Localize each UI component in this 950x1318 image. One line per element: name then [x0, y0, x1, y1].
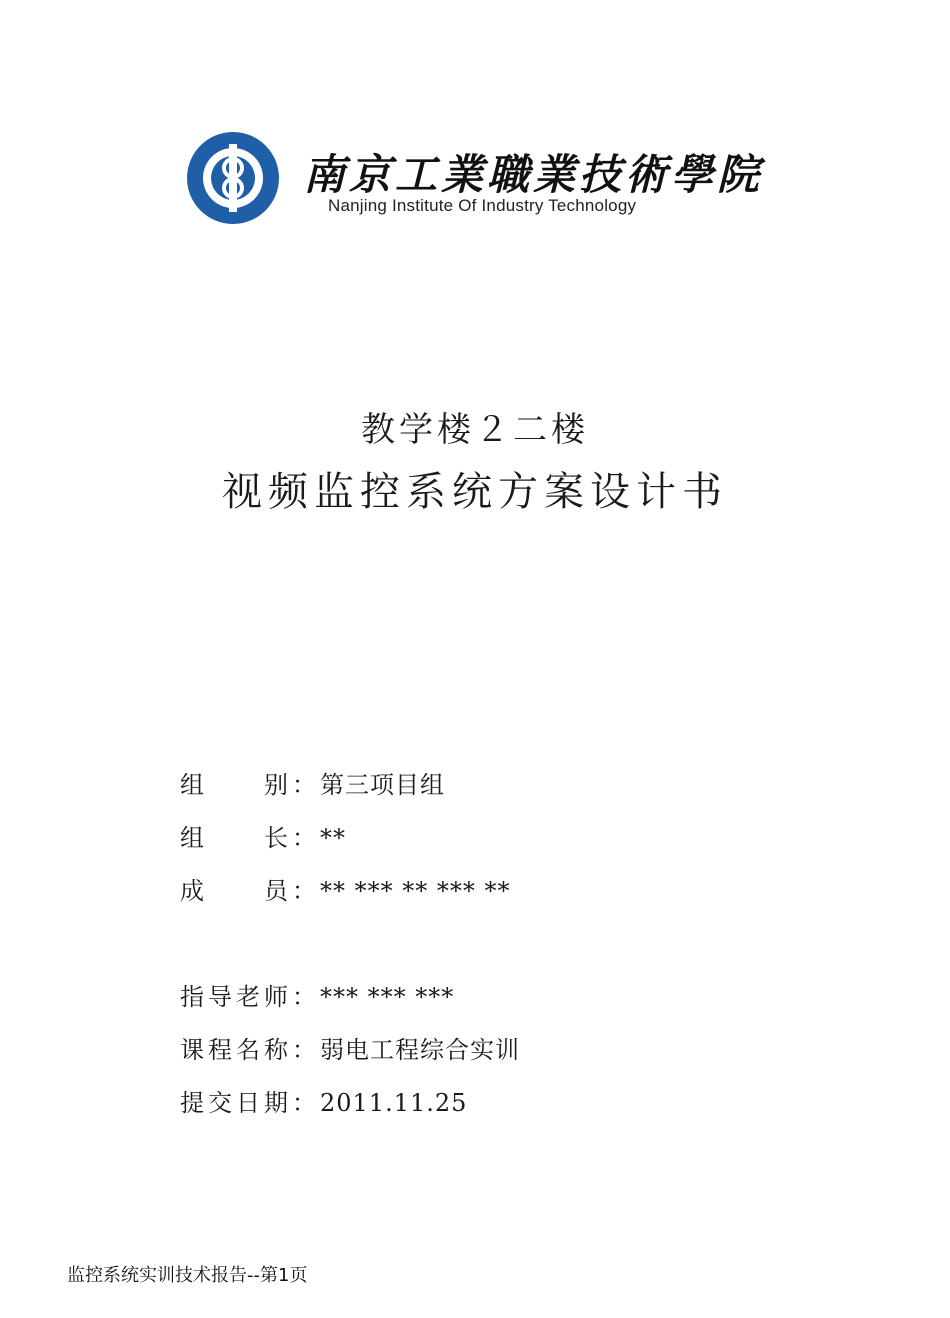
info-value: *** *** ***	[320, 983, 455, 1011]
info-value: 2011.11.25	[320, 1089, 468, 1117]
institution-name-chinese: 南京工業職業技術學院	[303, 150, 764, 199]
info-row-members	[180, 871, 511, 906]
info-row-advisor	[180, 977, 454, 1012]
info-row-group	[180, 765, 445, 800]
info-row-leader	[180, 818, 346, 853]
info-label: 成 员：	[180, 877, 320, 905]
info-label: 组 别：	[180, 771, 320, 799]
info-label: 提交日期：	[180, 1089, 320, 1117]
institution-logo	[185, 128, 764, 228]
info-label: 课程名称：	[180, 1036, 320, 1064]
institution-emblem-icon	[185, 130, 281, 226]
info-label: 指导老师：	[180, 983, 320, 1011]
info-value: 第三项目组	[320, 771, 445, 799]
info-row-date	[180, 1083, 467, 1118]
info-value: ** *** ** *** **	[320, 877, 511, 905]
page-footer: 监控系统实训技术报告--第1页	[67, 1265, 308, 1286]
info-value: 弱电工程综合实训	[320, 1036, 520, 1064]
document-title: 视频监控系统方案设计书	[222, 469, 728, 515]
info-label: 组 长：	[180, 824, 320, 852]
institution-name-english: Nanjing Institute Of Industry Technology	[328, 196, 637, 215]
document-subtitle: 教学楼２二楼	[361, 410, 589, 450]
info-value: **	[320, 824, 346, 852]
info-row-course	[180, 1030, 520, 1065]
